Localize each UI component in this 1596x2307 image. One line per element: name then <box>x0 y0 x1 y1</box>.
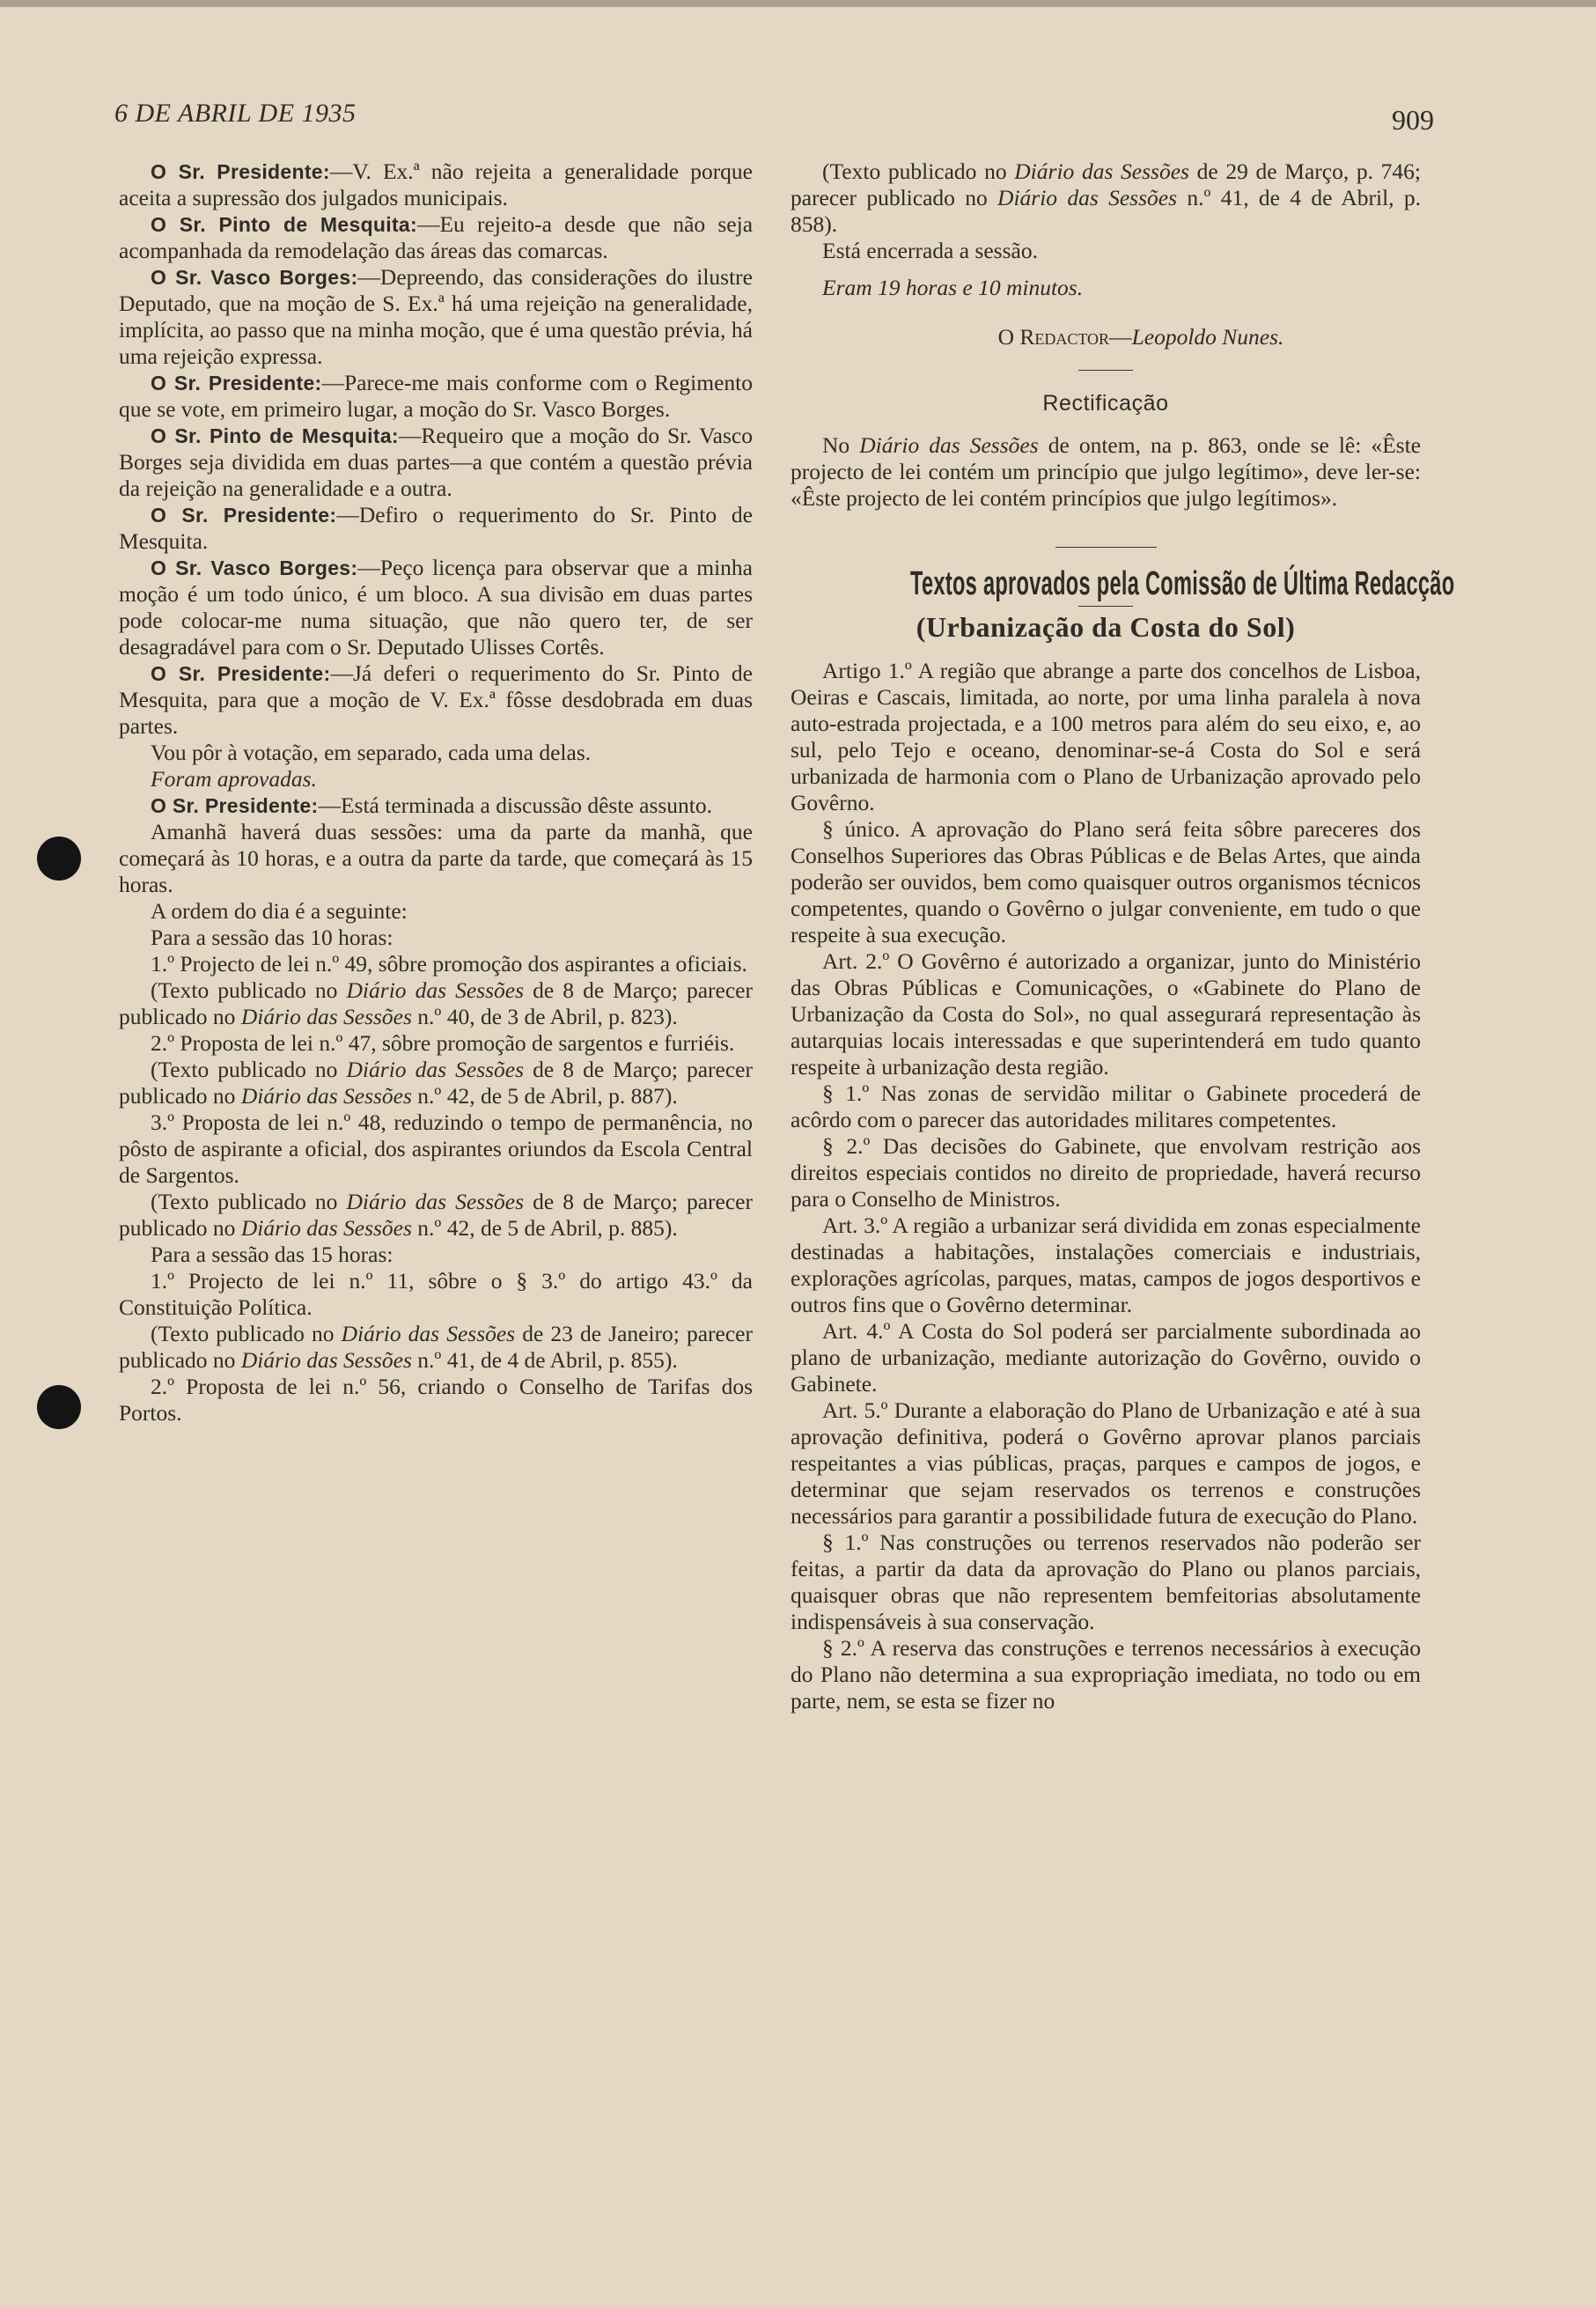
article-paragraph: § 1.º Nas construções ou terrenos reservados não poderão ser feitas, a partir da data da aprovação do Plano ou planos parciais, quaisquer obras que não representem bemfeitorias absolutamente indispensáveis à sua conservação. <box>791 1529 1421 1634</box>
page-top-edge <box>0 0 1596 7</box>
article-paragraph: Art. 4.º A Costa do Sol poderá ser parcialmente subordinada ao plano de urbanização, mediante autorização do Govêrno, ouvido o Gabinete. <box>791 1318 1421 1397</box>
approved-text: Foram aprovadas. <box>151 766 317 792</box>
session-15-heading: Para a sessão das 15 horas: <box>151 1242 393 1267</box>
session-10-item-2-pub: (Texto publicado no Diário das Sessões de 8 de Março; parecer publicado no Diário das Sessões n.º 42, de 5 de Abril, p. 887). <box>119 1057 753 1109</box>
left-column <box>119 158 753 1426</box>
session-end-time: Eram 19 horas e 10 minutos. <box>822 275 1084 300</box>
session-closed: Está encerrada a sessão. <box>822 238 1038 263</box>
session-10-item-3: 3.º Proposta de lei n.º 48, reduzindo o tempo de permanência, no pôsto de aspirante a oficial, dos aspirantes oriundos da Escola Central de Sargentos. <box>119 1109 753 1188</box>
session-15-item-1-pub: (Texto publicado no Diário das Sessões de 23 de Janeiro; parecer publicado no Diário das Sessões n.º 41, de 4 de Abril, p. 855). <box>119 1321 753 1373</box>
vote-text: Vou pôr à votação, em separado, cada uma delas. <box>151 740 592 765</box>
binder-hole-bottom <box>37 1385 81 1429</box>
approved-section-subtitle: (Urbanização da Costa do Sol) <box>916 611 1296 643</box>
article-paragraph: Art. 2.º O Govêrno é autorizado a organizar, junto do Ministério das Obras Públicas e Comunicações, o «Gabinete do Plano de Urbanização da Costa do Sol», no qual assegurará representação às autarquias locais interessadas e que superintenderá em tudo quanto respeite à urbanização desta região. <box>791 948 1421 1080</box>
page-number: 909 <box>1392 104 1434 136</box>
speech-7: O Sr. Vasco Borges:—Peço licença para observar que a minha moção é um todo único, é um bloco. A sua divisão em duas partes pode colocar-me numa situação, que não quero ter, de ser desagradável para com o Sr. Deputado Ulisses Cortês. <box>119 555 753 660</box>
session-10-item-2: 2.º Proposta de lei n.º 47, sôbre promoção de sargentos e furriéis. <box>151 1030 735 1056</box>
tomorrow-text: Amanhã haverá duas sessões: uma da parte da manhã, que começará às 10 horas, e a outra da parte da tarde, que começará às 15 horas. <box>119 819 753 897</box>
approved-section-title: Textos aprovados pela Comissão de Última Redacção <box>910 565 1455 602</box>
closing-speech: O Sr. Presidente:—Está terminada a discussão dêste assunto. <box>151 792 713 818</box>
order-text: A ordem do dia é a seguinte: <box>151 898 408 924</box>
article-paragraph: § 2.º A reserva das construções e terrenos necessários à execução do Plano não determina a sua expropriação imediata, no todo ou em parte, nem, se esta se fizer no <box>791 1635 1421 1714</box>
speech-4: O Sr. Presidente:—Parece-me mais conforme com o Regimento que se vote, em primeiro lugar, a moção do Sr. Vasco Borges. <box>119 370 753 422</box>
session-15-item-1: 1.º Projecto de lei n.º 11, sôbre o § 3.º do artigo 43.º da Constituição Política. <box>119 1268 753 1320</box>
article-paragraph: § 2.º Das decisões do Gabinete, que envolvam restrição aos direitos especiais contidos no direito de propriedade, haverá recurso para o Conselho de Ministros. <box>791 1133 1421 1212</box>
article-paragraph: Artigo 1.º A região que abrange a parte dos concelhos de Lisboa, Oeiras e Cascais, limitada, ao norte, por uma linha paralela à nova auto-estrada projectada, e a 100 metros para além do seu eixo, e, ao sul, pelo Tejo e oceano, denominar-se-á Costa do Sol e será urbanizada de harmonia com o Plano de Urbanização aprovado pelo Govêrno. <box>791 658 1421 815</box>
speech-5: O Sr. Pinto de Mesquita:—Requeiro que a moção do Sr. Vasco Borges seja dividida em duas partes—a que contém a questão prévia da rejeição na generalidade e a outra. <box>119 423 753 501</box>
article-paragraph: § 1.º Nas zonas de servidão militar o Gabinete procederá de acôrdo com o parecer das autoridades militares competentes. <box>791 1080 1421 1132</box>
rectification-title: Rectificação <box>1042 391 1169 416</box>
session-10-item-1-pub: (Texto publicado no Diário das Sessões de 8 de Março; parecer publicado no Diário das Sessões n.º 40, de 3 de Abril, p. 823). <box>119 977 753 1029</box>
article-paragraph: Art. 5.º Durante a elaboração do Plano de Urbanização e até à sua aprovação definitiva, poderá o Govêrno aprovar planos parciais respeitantes a vias públicas, praças, parques e campos de jogos, e determinar que sejam reservados os terrenos e construções necessários para garantir a possibilidade futura de execução do Plano. <box>791 1397 1421 1529</box>
redactor-line: O Redactor—Leopoldo Nunes. <box>997 324 1284 350</box>
divider-2 <box>1055 547 1157 548</box>
speech-1: O Sr. Presidente:—V. Ex.ª não rejeita a generalidade porque aceita a supressão dos julgados municipais. <box>119 158 754 210</box>
speech-2: O Sr. Pinto de Mesquita:—Eu rejeito-a desde que não seja acompanhada da remodelação das áreas das comarcas. <box>119 211 754 263</box>
speech-8: O Sr. Presidente:—Já deferi o requerimento do Sr. Pinto de Mesquita, para que a moção de V. Ex.ª fôsse desdobrada em duas partes. <box>119 660 754 739</box>
session-10-item-1: 1.º Projecto de lei n.º 49, sôbre promoção dos aspirantes a oficiais. <box>151 951 747 977</box>
right-top-pub: (Texto publicado no Diário das Sessões de 29 de Março, p. 746; parecer publicado no Diário das Sessões n.º 41, de 4 de Abril, p. 858). <box>791 158 1422 237</box>
rectification-text: No Diário das Sessões de ontem, na p. 863, onde se lê: «Êste projecto de lei contém um princípio que julgo legítimo», deve ler-se: «Êste projecto de lei contém princípios que julgo legítimos». <box>791 432 1422 511</box>
right-column <box>791 158 1455 1714</box>
session-10-item-3-pub: (Texto publicado no Diário das Sessões de 8 de Março; parecer publicado no Diário das Sessões n.º 42, de 5 de Abril, p. 885). <box>119 1189 753 1241</box>
binder-hole-top <box>37 837 81 881</box>
page-date: 6 DE ABRIL DE 1935 <box>114 99 357 128</box>
session-15-item-2: 2.º Proposta de lei n.º 56, criando o Conselho de Tarifas dos Portos. <box>119 1374 753 1426</box>
session-10-heading: Para a sessão das 10 horas: <box>151 925 393 950</box>
divider-3 <box>1078 606 1133 607</box>
article-paragraph: Art. 3.º A região a urbanizar será dividida em zonas especialmente destinadas a habitações, instalações comerciais e industriais, explorações agrícolas, parques, matas, campos de jogos desportivos e outros fins que o Govêrno determinar. <box>791 1212 1421 1317</box>
speech-3: O Sr. Vasco Borges:—Depreendo, das considerações do ilustre Deputado, que na moção de S. Ex.ª há uma rejeição na generalidade, implícita, ao passo que na minha moção, que é uma questão prévia, há uma rejeição expressa. <box>119 264 753 369</box>
speech-6: O Sr. Presidente:—Defiro o requerimento do Sr. Pinto de Mesquita. <box>119 502 753 554</box>
article-paragraph: § único. A aprovação do Plano será feita sôbre pareceres dos Conselhos Superiores das Obras Públicas e de Belas Artes, que ainda poderão ser ouvidos, bem como quaisquer outros organismos técnicos competentes, quando o Govêrno o julgar conveniente, em tudo o que respeite à sua execução. <box>791 816 1421 947</box>
divider-1 <box>1078 370 1133 371</box>
